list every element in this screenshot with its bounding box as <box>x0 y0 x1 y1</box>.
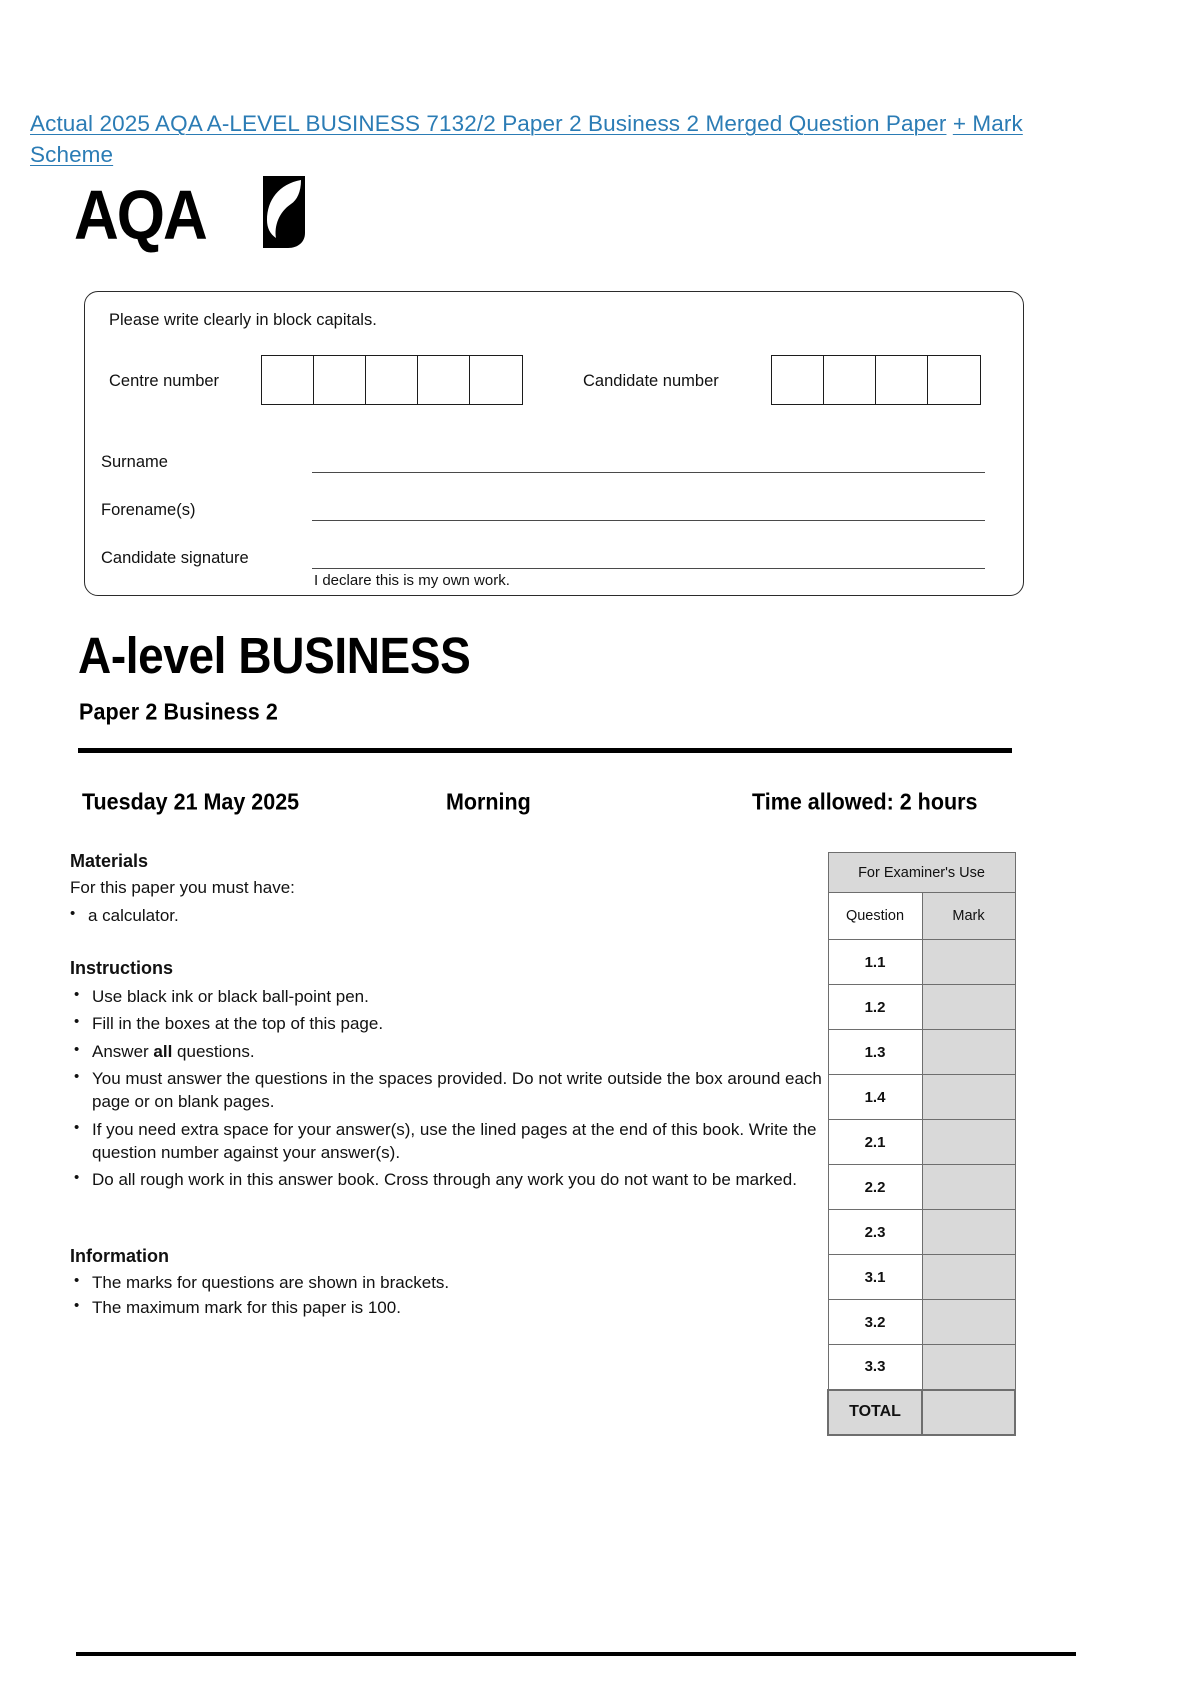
table-row <box>828 985 1015 1030</box>
table-row <box>828 1165 1015 1210</box>
total-label-cell: TOTAL <box>828 1390 922 1435</box>
exam-time-allowed: Time allowed: 2 hours <box>752 789 978 815</box>
column-header-question: Question <box>828 893 922 940</box>
mark-entry-cell[interactable] <box>922 1345 1015 1390</box>
centre-number-input[interactable] <box>261 355 523 405</box>
candidate-signature-field[interactable] <box>312 568 985 569</box>
list-item: • Use black ink or black ball-point pen. <box>68 986 828 1009</box>
examiner-table-title: For Examiner's Use <box>828 853 1015 893</box>
list-item: • Answer all questions. <box>68 1041 828 1064</box>
examiner-table-header-row <box>828 893 1015 940</box>
question-number-cell: 1.4 <box>828 1075 922 1120</box>
centre-number-cell[interactable] <box>314 356 366 404</box>
candidate-number-cell[interactable] <box>928 356 980 404</box>
candidate-number-cell[interactable] <box>876 356 928 404</box>
aqa-logo <box>74 176 324 256</box>
document-title-link[interactable] <box>30 108 1090 170</box>
mark-entry-cell[interactable] <box>922 1300 1015 1345</box>
document-title-line-1[interactable]: Actual 2025 AQA A-LEVEL BUSINESS 7132/2 Paper 2 Business 2 Merged Question Paper <box>30 111 947 136</box>
page-subtitle: Paper 2 Business 2 <box>79 699 278 725</box>
list-item: • The marks for questions are shown in brackets. <box>68 1272 668 1295</box>
question-number-cell: 2.2 <box>828 1165 922 1210</box>
mark-entry-cell[interactable] <box>922 985 1015 1030</box>
document-title-line-2[interactable]: + Mark Scheme <box>30 111 1023 168</box>
mark-entry-cell[interactable] <box>922 1165 1015 1210</box>
centre-number-cell[interactable] <box>470 356 522 404</box>
mark-entry-cell[interactable] <box>922 1255 1015 1300</box>
question-number-cell: 3.1 <box>828 1255 922 1300</box>
centre-number-cell[interactable] <box>418 356 470 404</box>
question-number-cell: 1.2 <box>828 985 922 1030</box>
column-header-mark: Mark <box>922 893 1015 940</box>
page-title: A-level BUSINESS <box>78 626 471 684</box>
question-number-cell: 3.3 <box>828 1345 922 1390</box>
candidate-number-cell[interactable] <box>824 356 876 404</box>
surname-field[interactable] <box>312 472 985 473</box>
table-row <box>828 1300 1015 1345</box>
list-item: • a calculator. <box>64 905 484 928</box>
mark-entry-cell[interactable] <box>922 1120 1015 1165</box>
candidate-number-input[interactable] <box>771 355 981 405</box>
list-item: • The maximum mark for this paper is 100. <box>68 1297 668 1320</box>
table-row <box>828 1345 1015 1390</box>
forename-label: Forename(s) <box>101 501 196 519</box>
centre-number-cell[interactable] <box>262 356 314 404</box>
information-heading: Information <box>70 1246 169 1266</box>
table-row <box>828 1075 1015 1120</box>
total-mark-cell[interactable] <box>922 1390 1015 1435</box>
instructions-list <box>68 986 828 1197</box>
block-capitals-note: Please write clearly in block capitals. <box>109 311 377 329</box>
examiner-table-title-row <box>828 853 1015 893</box>
footer-divider <box>76 1652 1076 1656</box>
centre-number-cell[interactable] <box>366 356 418 404</box>
instructions-heading: Instructions <box>70 958 174 978</box>
list-item: • Do all rough work in this answer book. Cross through any work you do not want to be marked. <box>68 1169 828 1192</box>
candidate-details-box <box>84 291 1024 596</box>
table-row <box>828 1030 1015 1075</box>
materials-intro: For this paper you must have: <box>70 878 295 897</box>
question-number-cell: 1.1 <box>828 940 922 985</box>
mark-entry-cell[interactable] <box>922 1030 1015 1075</box>
information-list <box>68 1272 668 1322</box>
list-item: • Fill in the boxes at the top of this page. <box>68 1013 828 1036</box>
declaration-text: I declare this is my own work. <box>314 572 510 589</box>
centre-number-label: Centre number <box>109 372 220 390</box>
table-row <box>828 1255 1015 1300</box>
examiner-table-body <box>828 853 1015 1435</box>
question-number-cell: 1.3 <box>828 1030 922 1075</box>
table-row <box>828 1120 1015 1165</box>
for-examiners-use-table <box>827 852 1016 1436</box>
table-row <box>828 1210 1015 1255</box>
exam-session: Morning <box>446 789 531 815</box>
table-row <box>828 940 1015 985</box>
candidate-signature-label: Candidate signature <box>101 549 249 567</box>
question-number-cell: 3.2 <box>828 1300 922 1345</box>
list-item: • You must answer the questions in the spaces provided. Do not write outside the box around each page or on blank pages. <box>68 1068 828 1114</box>
table-total-row <box>828 1390 1015 1435</box>
surname-label: Surname <box>101 453 168 471</box>
title-divider <box>78 748 1012 753</box>
candidate-number-cell[interactable] <box>772 356 824 404</box>
question-number-cell: 2.3 <box>828 1210 922 1255</box>
question-number-cell: 2.1 <box>828 1120 922 1165</box>
aqa-leaf-mark-icon <box>257 176 305 248</box>
materials-list <box>64 905 484 930</box>
mark-entry-cell[interactable] <box>922 1210 1015 1255</box>
mark-entry-cell[interactable] <box>922 1075 1015 1120</box>
list-item: • If you need extra space for your answer(s), use the lined pages at the end of this book. Write the question number against your answer(s). <box>68 1119 828 1165</box>
forename-field[interactable] <box>312 520 985 521</box>
mark-entry-cell[interactable] <box>922 940 1015 985</box>
aqa-logo-text: AQA <box>74 177 206 255</box>
exam-date: Tuesday 21 May 2025 <box>82 789 300 815</box>
candidate-number-label: Candidate number <box>583 372 719 390</box>
materials-heading: Materials <box>70 851 149 871</box>
